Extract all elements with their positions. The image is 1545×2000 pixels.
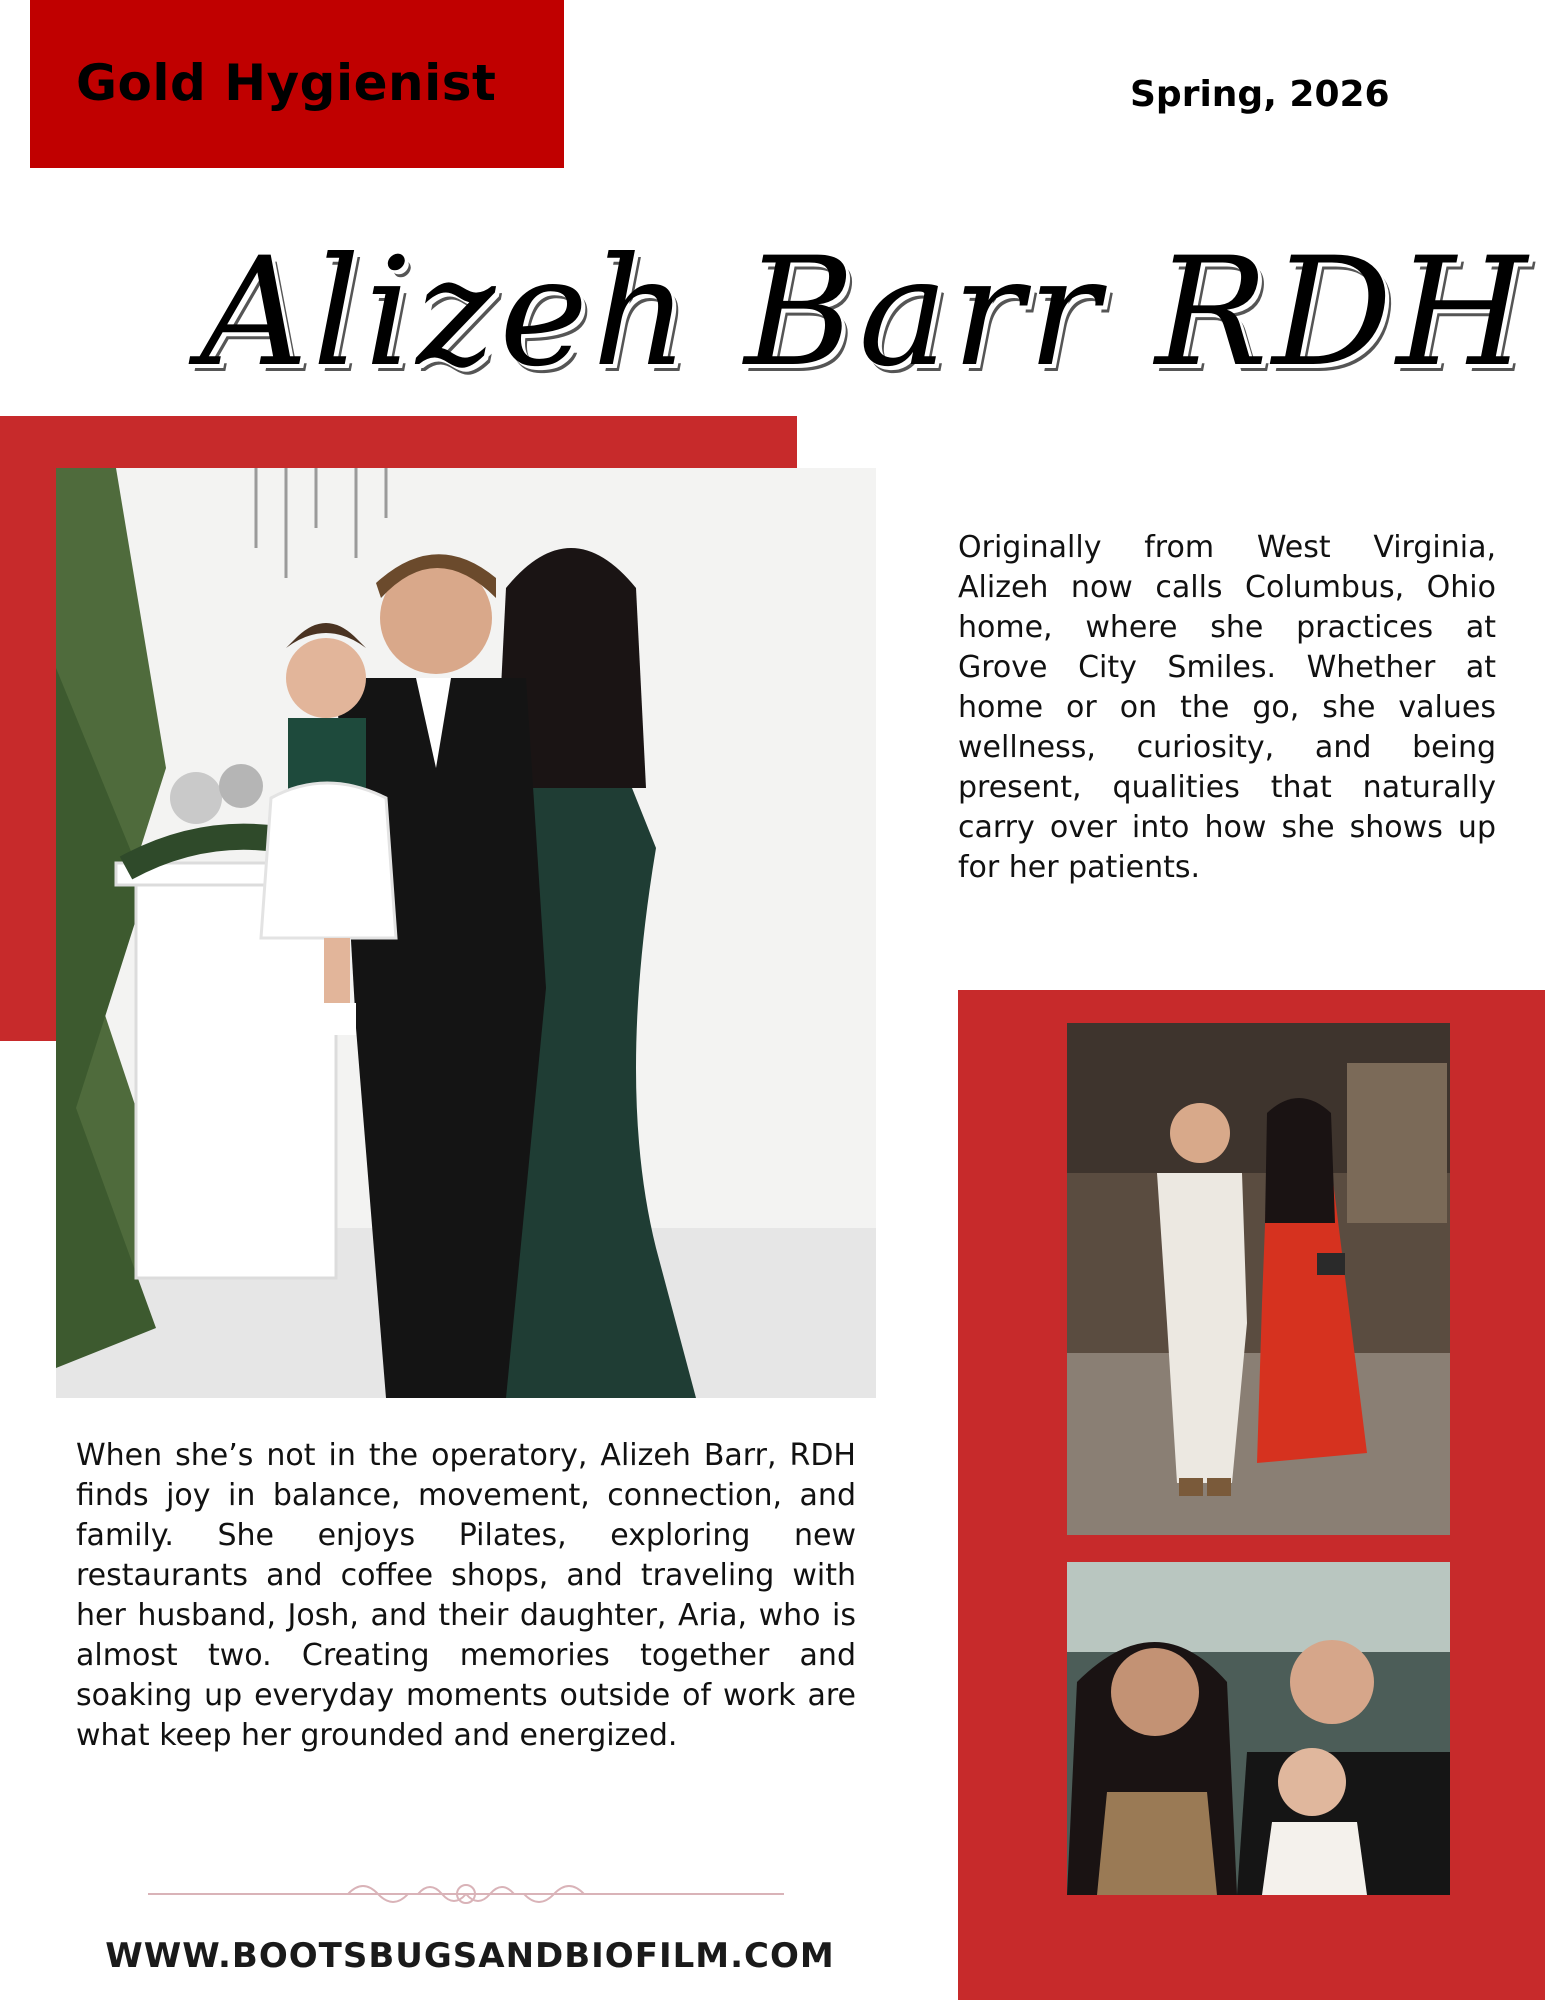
profile-name: Alizeh Barr RDH bbox=[200, 226, 1532, 400]
family-selfie-photo bbox=[1067, 1562, 1450, 1895]
flourish-icon bbox=[148, 1874, 784, 1914]
family-selfie-illustration bbox=[1067, 1562, 1450, 1895]
issue-date: Spring, 2026 bbox=[1130, 74, 1390, 115]
family-photo bbox=[56, 468, 876, 1398]
ornament-divider bbox=[148, 1874, 784, 1914]
family-photo-illustration bbox=[56, 468, 876, 1398]
banner-title: Gold Hygienist bbox=[76, 54, 497, 112]
intro-paragraph: Originally from West Virginia, Alizeh now calls Columbus, Ohio home, where she practices at Grove City Smiles. Whether at home or on the go, she values wellness, curiosity, and being present, qualities that naturally carry over into how she shows up for her patients. bbox=[958, 530, 1496, 885]
bio-paragraph: When she’s not in the operatory, Alizeh Barr, RDH finds joy in balance, movement, connection, and family. She enjoys Pilates, exploring new restaurants and coffee shops, and traveling with her husband, Josh, and their daughter, Aria, who is almost two. Creating memories together and soaking up everyday moments outside of work are what keep her grounded and energized. bbox=[76, 1438, 856, 1753]
website-link[interactable]: WWW.BOOTSBUGSANDBIOFILM.COM bbox=[105, 1936, 835, 1976]
couple-photo-illustration bbox=[1067, 1023, 1450, 1535]
couple-photo bbox=[1067, 1023, 1450, 1535]
